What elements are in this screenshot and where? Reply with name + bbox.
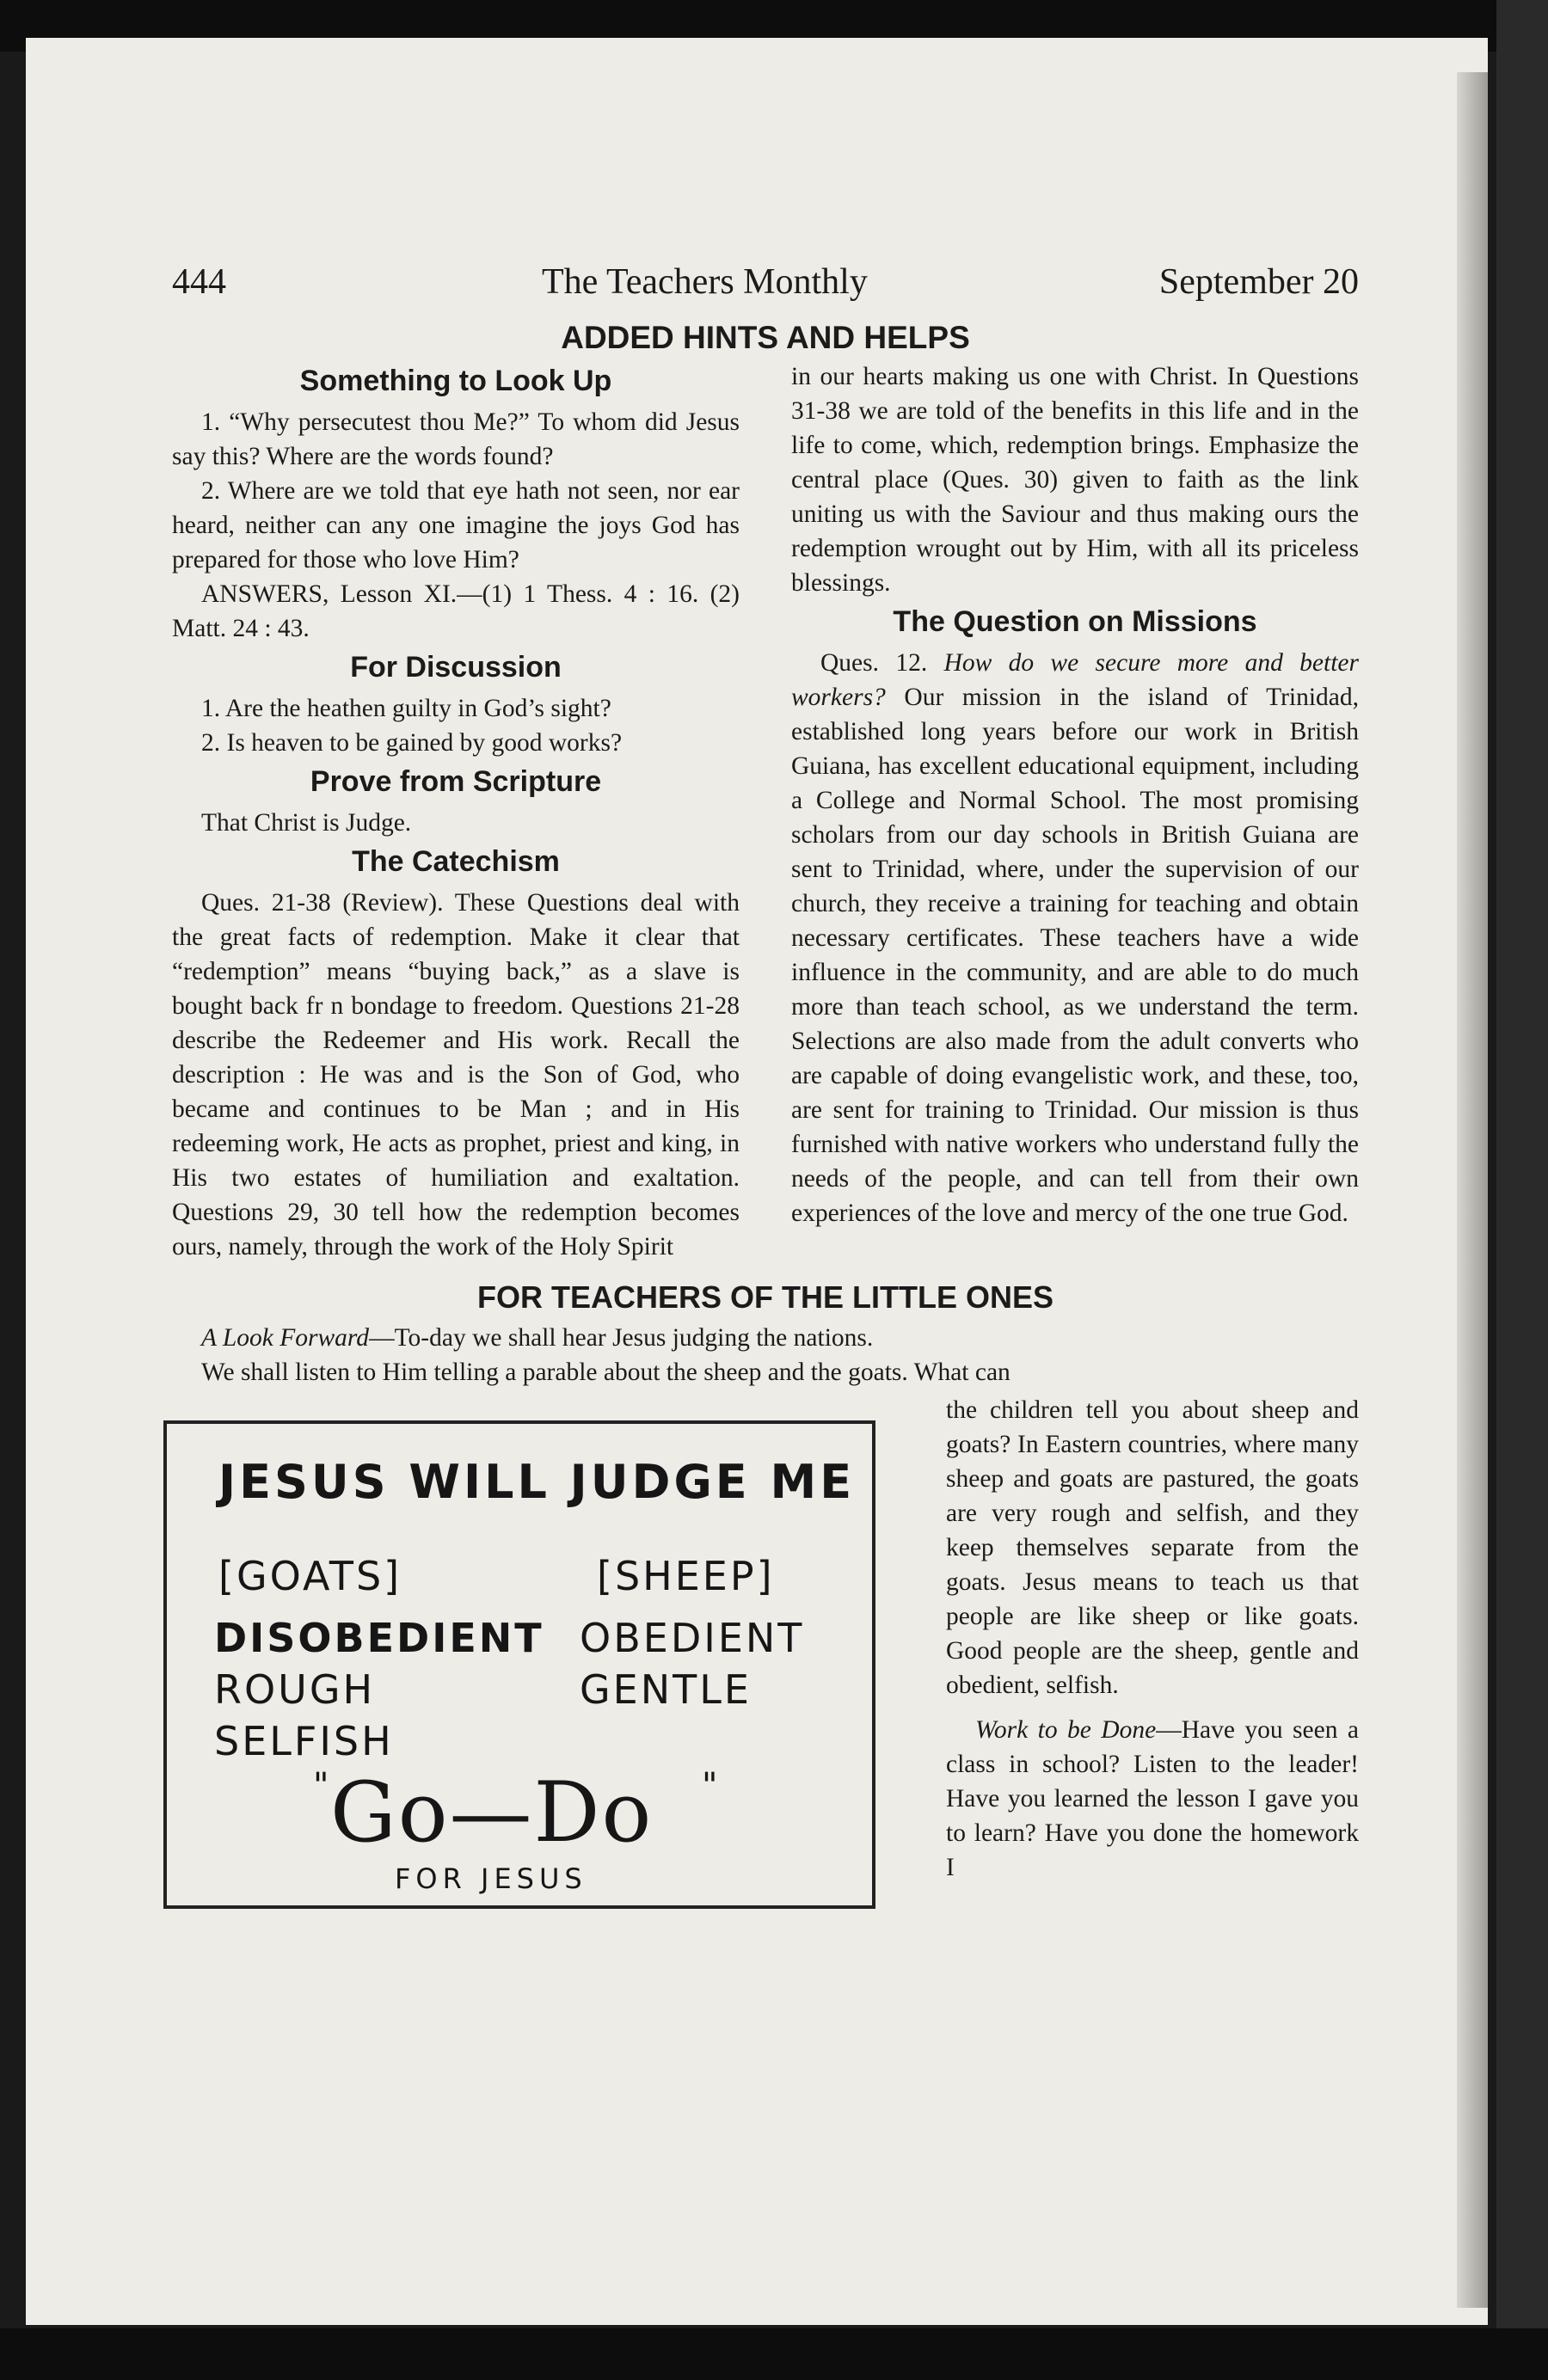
blackboard-drawing xyxy=(163,1420,875,1909)
missions-body: Our mission in the island of Trinidad, established long years before our work in British Guiana, has excellent educational equipment, including a College and Normal School. The most promising scholars from our day schools in British Guiana are sent to Trinidad, where, under the supervision of our church, they receive a training for teaching and obtain necessary certificates. These teachers have a wide influence in the community, and are able to do much more than teach school, as we understand the term. Selections are also made from the adult converts who are capable of doing evangelistic work, and these, too, are sent for training to Trinidad. Our mission is thus furnished with native workers who understand fully the needs of the people, and can tell from their own experiences of the love and mercy of the one true God. xyxy=(791,684,1360,1227)
look-forward-text: —To-day we shall hear Jesus judging the nations. xyxy=(369,1324,874,1352)
two-column-body xyxy=(172,359,1359,1264)
magazine-page xyxy=(26,38,1488,2325)
look-forward-label: A Look Forward xyxy=(201,1324,370,1352)
little-ones-heading: FOR TEACHERS OF THE LITTLE ONES xyxy=(476,1279,1054,1315)
board-goats-trait-1: DISOBEDIENT xyxy=(214,1615,544,1661)
page-number: 444 xyxy=(172,262,226,302)
little-ones-section xyxy=(172,1279,1359,1909)
right-column xyxy=(791,359,1359,1264)
prove-heading: Prove from Scripture xyxy=(310,765,602,798)
board-goats-trait-3: SELFISH xyxy=(214,1718,394,1764)
missions-question: How do we secure more and better workers? xyxy=(791,649,1359,711)
board-quote-open: " xyxy=(313,1766,329,1806)
running-head xyxy=(172,261,1359,313)
look-up-heading: Something to Look Up xyxy=(299,365,612,397)
left-column xyxy=(172,359,740,1264)
board-sheep-trait-2: GENTLE xyxy=(580,1666,752,1713)
scan-border-bottom xyxy=(0,2328,1548,2380)
board-for-jesus: FOR JESUS xyxy=(395,1862,587,1895)
catechism-continued: in our hearts making us one with Christ. In Questions 31-38 we are told of the benefits in this life and in the life to come, which, redemption brings. Emphasize the central place (Ques. 30) given to faith as the link uniting us with the Saviour and thus making ours the redemption wrought out by Him, with all its priceless blessings. xyxy=(791,363,1359,597)
board-quote-close: " xyxy=(702,1766,718,1806)
answers: ANSWERS, Lesson XI.—(1) 1 Thess. 4 : 16. (2) Matt. 24 : 43. xyxy=(172,580,740,642)
board-sheep-label: [SHEEP] xyxy=(597,1553,775,1599)
look-up-question-2: 2. Where are we told that eye hath not seen, nor ear heard, neither can any one imagine the joys God has prepared for those who love Him? xyxy=(172,477,740,574)
work-label: Work to be Done xyxy=(975,1716,1157,1744)
scan-border-right xyxy=(1496,0,1548,2380)
missions-heading: The Question on Missions xyxy=(893,605,1257,638)
catechism-text: Ques. 21-38 (Review). These Questions deal with the great facts of redemption. Make it clear that “redemption” means “buying back,” as a slave is bought back fr n bondage to freedom. Questions 21-28 describe the Redeemer and His work. Recall the description : He was and is the Son of God, who became and continues to be Man ; and in His redeeming work, He acts as prophet, priest and king, in His two estates of humiliation and exaltation. Questions 29, 30 tell how the redemption becomes ours, namely, through the work of the Holy Spirit xyxy=(172,889,740,1261)
board-go-do: Go—Do xyxy=(330,1764,654,1861)
board-sheep-trait-1: OBEDIENT xyxy=(580,1615,805,1661)
page-edge-shadow xyxy=(1457,72,1488,2308)
parable-line: We shall listen to Him telling a parable about the sheep and the goats. What can xyxy=(201,1359,1010,1386)
prove-text: That Christ is Judge. xyxy=(201,809,412,837)
sheep-goats-text: the children tell you about sheep and goats? In Eastern countries, where many sheep and goats are pastured, the goats are very rough and selfish, and they keep themselves separate from the goats. Jesus means to teach us that people are like sheep or like goats. Good people are the sheep, gentle and obedient, selfish. xyxy=(946,1396,1359,1699)
board-goats-trait-2: ROUGH xyxy=(214,1666,376,1713)
page-content xyxy=(172,261,1359,1909)
discussion-item-2: 2. Is heaven to be gained by good works? xyxy=(201,729,623,757)
discussion-heading: For Discussion xyxy=(350,651,562,684)
missions-text xyxy=(791,646,1359,1230)
work-to-be-done xyxy=(946,1713,1359,1885)
work-text: —Have you seen a class in school? Listen to the leader! Have you learned the lesson I gave you to learn? Have you done the homework I xyxy=(946,1716,1359,1881)
look-forward xyxy=(172,1321,1359,1355)
catechism-heading: The Catechism xyxy=(352,845,560,878)
look-up-question-1: 1. “Why persecutest thou Me?” To whom did Jesus say this? Where are the words found? xyxy=(172,408,740,470)
magazine-title: The Teachers Monthly xyxy=(542,262,868,302)
discussion-item-1: 1. Are the heathen guilty in God’s sight? xyxy=(201,695,611,722)
board-goats-label: [GOATS] xyxy=(218,1553,402,1599)
little-ones-right-text xyxy=(946,1393,1359,1909)
section-title: ADDED HINTS AND HELPS xyxy=(561,320,970,355)
board-title: JESUS WILL JUDGE ME xyxy=(218,1455,856,1509)
little-ones-lower xyxy=(172,1393,1359,1909)
missions-question-number: Ques. 12. xyxy=(820,649,928,677)
issue-date: September 20 xyxy=(1158,262,1359,302)
